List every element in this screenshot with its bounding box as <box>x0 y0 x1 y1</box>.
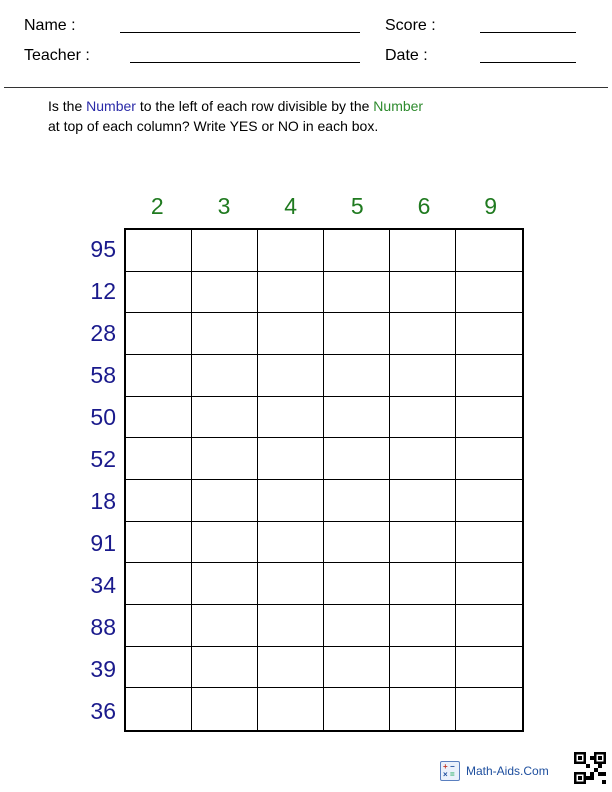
answer-cell[interactable] <box>258 563 324 605</box>
answer-cell[interactable] <box>258 647 324 689</box>
row-number: 36 <box>90 698 116 724</box>
row-number: 18 <box>90 488 116 514</box>
answer-cell[interactable] <box>390 563 456 605</box>
column-number: 5 <box>350 193 364 219</box>
answer-cell[interactable] <box>390 480 456 522</box>
answer-cell[interactable] <box>126 272 192 314</box>
answer-cell[interactable] <box>456 397 522 439</box>
row-number: 88 <box>90 614 116 640</box>
answer-cell[interactable] <box>192 480 258 522</box>
answer-cell[interactable] <box>258 230 324 272</box>
answer-cell[interactable] <box>456 647 522 689</box>
answer-cell[interactable] <box>390 605 456 647</box>
answer-cell[interactable] <box>324 647 390 689</box>
answer-cell[interactable] <box>192 397 258 439</box>
answer-cell[interactable] <box>126 438 192 480</box>
name-label: Name : <box>24 17 76 34</box>
answer-cell[interactable] <box>456 688 522 730</box>
row-number: 39 <box>90 656 116 682</box>
row-number: 58 <box>90 362 116 388</box>
answer-cell[interactable] <box>456 480 522 522</box>
answer-cell[interactable] <box>456 355 522 397</box>
answer-cell[interactable] <box>390 438 456 480</box>
calculator-icon: + − × = <box>440 761 460 781</box>
answer-cell[interactable] <box>258 605 324 647</box>
instructions-line-2: at top of each column? Write YES or NO in each box. <box>48 118 379 134</box>
answer-cell[interactable] <box>258 355 324 397</box>
row-number: 95 <box>90 236 116 262</box>
answer-cell[interactable] <box>324 272 390 314</box>
answer-cell[interactable] <box>126 230 192 272</box>
date-label: Date : <box>385 47 428 64</box>
answer-cell[interactable] <box>192 355 258 397</box>
column-number: 2 <box>150 193 164 219</box>
answer-cell[interactable] <box>390 647 456 689</box>
instructions-number-green: Number <box>373 98 424 114</box>
answer-cell[interactable] <box>192 230 258 272</box>
answer-cell[interactable] <box>324 480 390 522</box>
column-number: 6 <box>417 193 431 219</box>
answer-cell[interactable] <box>258 272 324 314</box>
instructions-number-blue: Number <box>86 98 136 114</box>
answer-cell[interactable] <box>324 522 390 564</box>
score-label: Score : <box>385 17 436 34</box>
answer-cell[interactable] <box>192 688 258 730</box>
instructions-line-1 <box>48 96 548 116</box>
answer-cell[interactable] <box>324 397 390 439</box>
answer-cell[interactable] <box>258 480 324 522</box>
answer-cell[interactable] <box>324 688 390 730</box>
footer-site-text: Math-Aids.Com <box>466 764 549 778</box>
answer-cell[interactable] <box>456 230 522 272</box>
answer-cell[interactable] <box>126 397 192 439</box>
answer-cell[interactable] <box>126 563 192 605</box>
answer-cell[interactable] <box>390 688 456 730</box>
answer-cell[interactable] <box>456 272 522 314</box>
footer-logo <box>440 761 549 781</box>
date-field[interactable] <box>480 62 576 63</box>
column-number: 3 <box>217 193 231 219</box>
answer-cell[interactable] <box>390 313 456 355</box>
answer-cell[interactable] <box>192 438 258 480</box>
name-field[interactable] <box>120 32 360 33</box>
answer-cell[interactable] <box>390 272 456 314</box>
answer-cell[interactable] <box>192 313 258 355</box>
answer-cell[interactable] <box>192 272 258 314</box>
row-number: 91 <box>90 530 116 556</box>
answer-cell[interactable] <box>258 313 324 355</box>
header-divider <box>4 87 608 88</box>
instructions <box>48 96 548 136</box>
answer-cell[interactable] <box>456 313 522 355</box>
answer-cell[interactable] <box>390 522 456 564</box>
answer-cell[interactable] <box>126 313 192 355</box>
answer-cell[interactable] <box>258 397 324 439</box>
column-number: 9 <box>484 193 498 219</box>
qr-code-icon <box>574 752 606 784</box>
answer-cell[interactable] <box>324 605 390 647</box>
answer-cell[interactable] <box>192 563 258 605</box>
answer-cell[interactable] <box>192 605 258 647</box>
answer-grid <box>124 228 524 732</box>
answer-cell[interactable] <box>390 355 456 397</box>
answer-cell[interactable] <box>192 522 258 564</box>
answer-cell[interactable] <box>456 605 522 647</box>
answer-cell[interactable] <box>126 480 192 522</box>
row-number: 12 <box>90 278 116 304</box>
answer-cell[interactable] <box>258 438 324 480</box>
answer-cell[interactable] <box>126 355 192 397</box>
teacher-label: Teacher : <box>24 47 90 64</box>
answer-cell[interactable] <box>390 230 456 272</box>
row-number: 34 <box>90 572 116 598</box>
answer-cell[interactable] <box>126 688 192 730</box>
teacher-field[interactable] <box>130 62 360 63</box>
answer-cell[interactable] <box>324 313 390 355</box>
answer-cell[interactable] <box>126 605 192 647</box>
answer-cell[interactable] <box>192 647 258 689</box>
answer-cell[interactable] <box>126 647 192 689</box>
answer-cell[interactable] <box>390 397 456 439</box>
answer-cell[interactable] <box>456 438 522 480</box>
row-number: 28 <box>90 320 116 346</box>
row-number: 52 <box>90 446 116 472</box>
answer-cell[interactable] <box>258 688 324 730</box>
answer-cell[interactable] <box>258 522 324 564</box>
answer-cell[interactable] <box>324 355 390 397</box>
answer-cell[interactable] <box>126 522 192 564</box>
answer-cell[interactable] <box>456 563 522 605</box>
column-number: 4 <box>284 193 298 219</box>
instructions-text-2: to the left of each row divisible by the <box>135 98 374 114</box>
answer-cell[interactable] <box>324 563 390 605</box>
answer-cell[interactable] <box>324 230 390 272</box>
answer-cell[interactable] <box>456 522 522 564</box>
row-number: 50 <box>90 404 116 430</box>
answer-cell[interactable] <box>324 438 390 480</box>
score-field[interactable] <box>480 32 576 33</box>
instructions-text-1: Is the <box>48 98 87 114</box>
